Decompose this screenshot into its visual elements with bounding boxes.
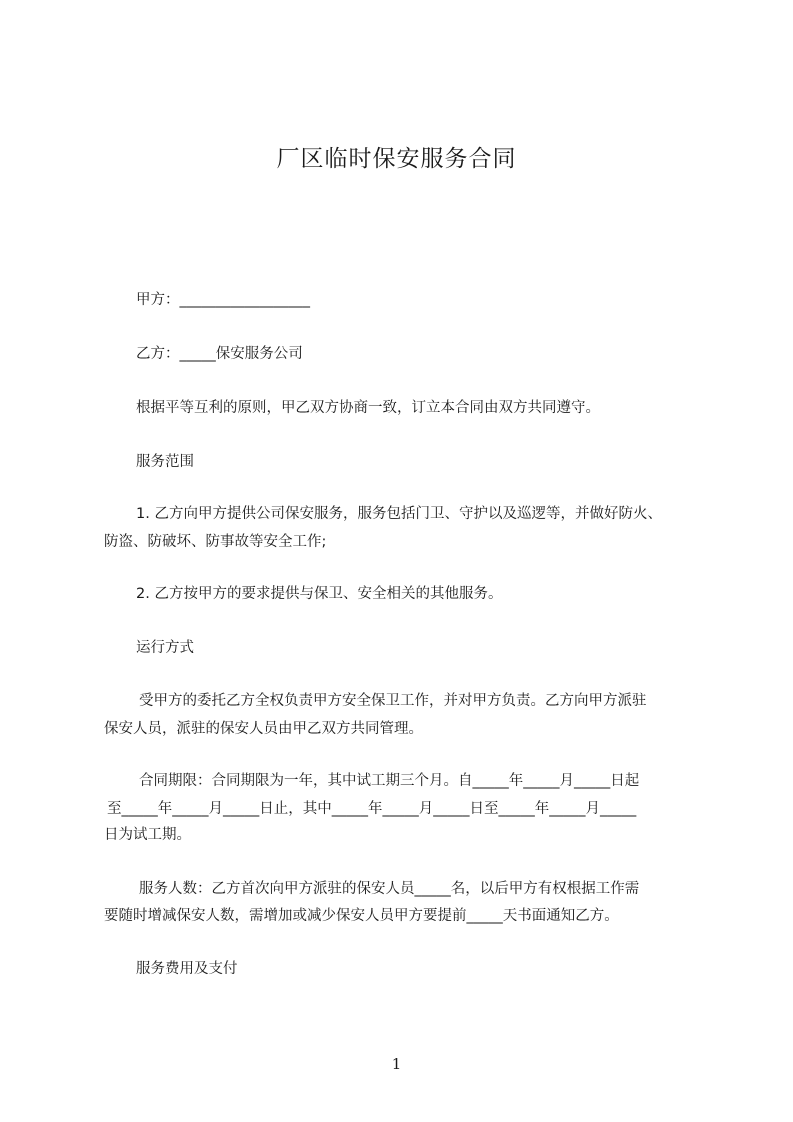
term-paragraph-line-3: 日为试工期。 xyxy=(104,827,191,843)
operation-paragraph-line-1: 受甲方的委托乙方全权负责甲方安全保卫工作，并对甲方负责。乙方向甲方派驻 xyxy=(139,693,647,709)
term-paragraph-line-1: 合同期限：合同期限为一年，其中试工期三个月。自_____年_____月_____日起 xyxy=(139,773,640,789)
section-heading-fee: 服务费用及支付 xyxy=(136,961,238,977)
section-heading-operation: 运行方式 xyxy=(136,640,194,656)
term-paragraph-line-2: 至_____年_____月_____日止，其中_____年_____月_____日至_____年_____月_____ xyxy=(107,801,637,817)
section-heading-scope: 服务范围 xyxy=(136,454,194,470)
scope-item-1-line-1: 1. 乙方向甲方提供公司保安服务，服务包括门卫、守护以及巡逻等，并做好防火、 xyxy=(136,506,662,522)
document-title: 厂区临时保安服务合同 xyxy=(276,146,517,172)
operation-paragraph-line-2: 保安人员，派驻的保安人员由甲乙双方共同管理。 xyxy=(104,721,423,737)
scope-item-2: 2. 乙方按甲方的要求提供与保卫、安全相关的其他服务。 xyxy=(136,586,503,602)
staff-paragraph-line-1: 服务人数：乙方首次向甲方派驻的保安人员_____名，以后甲方有权根据工作需 xyxy=(139,881,640,897)
staff-paragraph-line-2: 要随时增减保安人数，需增加或减少保安人员甲方要提前_____天书面通知乙方。 xyxy=(104,908,619,924)
party-a-line: 甲方：__________________ xyxy=(136,292,310,308)
intro-paragraph: 根据平等互利的原则，甲乙双方协商一致，订立本合同由双方共同遵守。 xyxy=(136,400,600,416)
scope-item-1-line-2: 防盗、防破坏、防事故等安全工作; xyxy=(104,534,327,550)
party-b-line: 乙方：_____保安服务公司 xyxy=(136,346,303,362)
page-number: 1 xyxy=(391,1055,402,1073)
